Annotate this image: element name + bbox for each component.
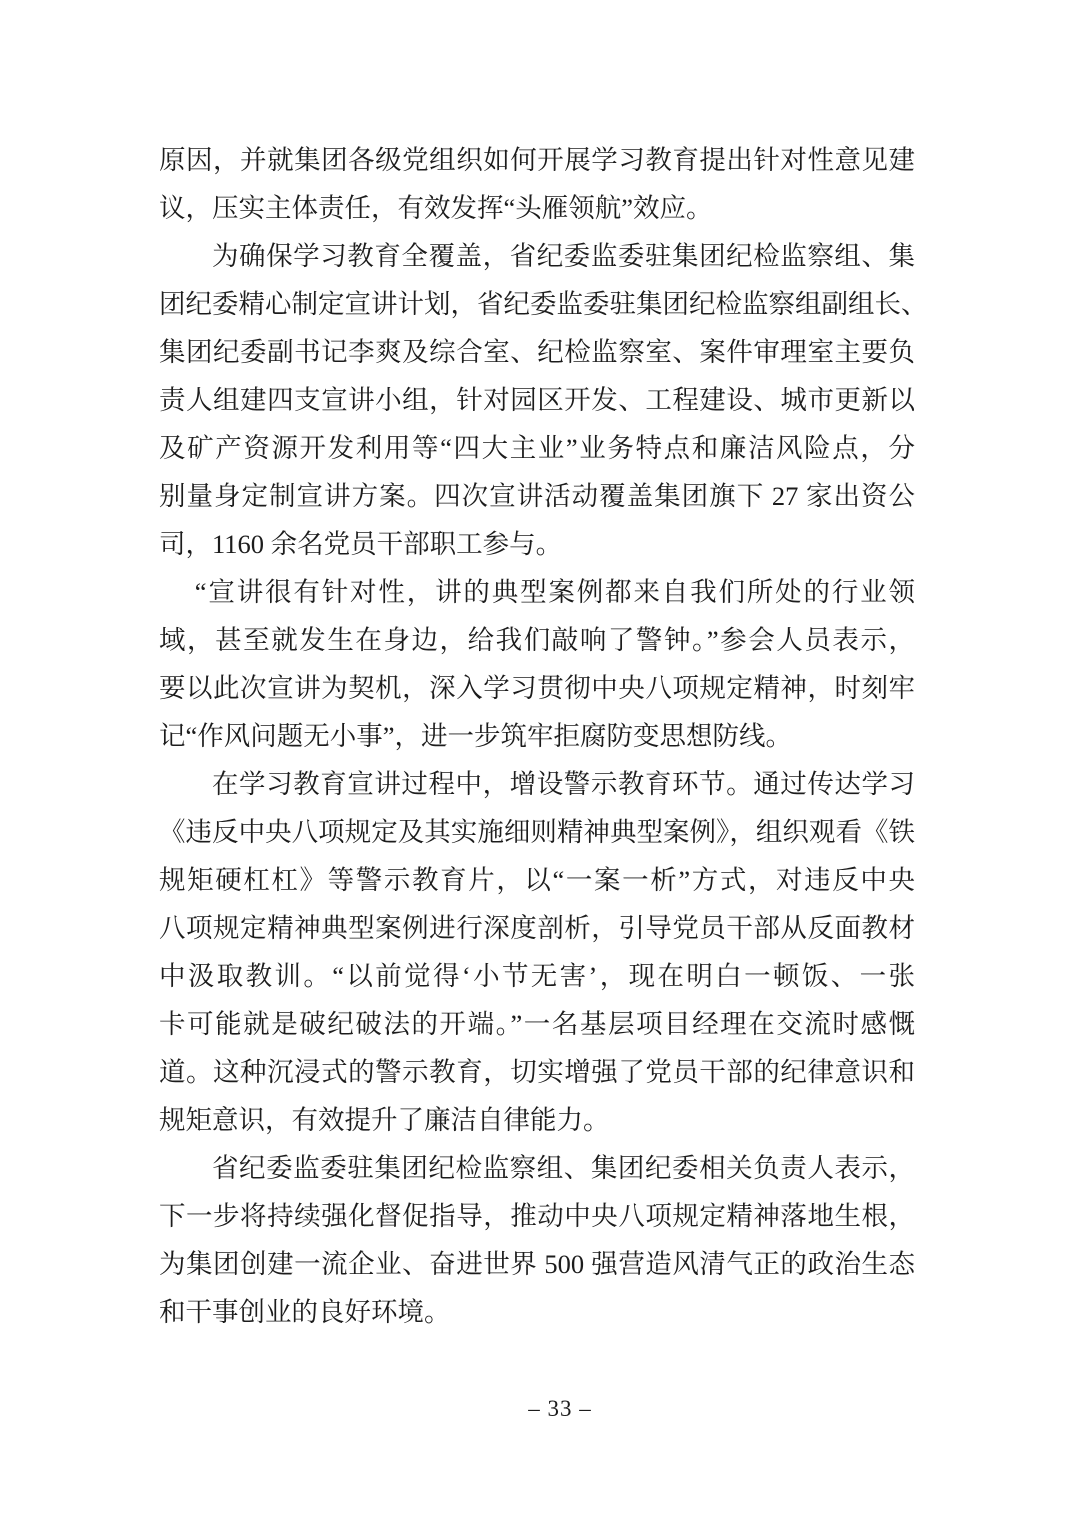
- page-number-label: – 33 –: [528, 1396, 592, 1421]
- text-block: [159, 136, 928, 1336]
- text-line: 别量身定制宣讲方案。四次宣讲活动覆盖集团旗下 27 家出资公: [159, 481, 915, 511]
- text-line: “宣讲很有针对性，讲的典型案例都来自我们所处的行业领: [194, 577, 915, 607]
- text-line: 原因，并就集团各级党组织如何开展学习教育提出针对性意见建: [159, 145, 915, 175]
- text-line: 司，1160 余名党员干部职工参与。: [159, 529, 563, 559]
- text-line: 为确保学习教育全覆盖，省纪委监委驻集团纪检监察组、集: [212, 241, 915, 271]
- text-line: 道。这种沉浸式的警示教育，切实增强了党员干部的纪律意识和: [159, 1057, 915, 1087]
- text-line: 域，甚至就发生在身边，给我们敲响了警钟。”参会人员表示，: [159, 625, 915, 655]
- text-line: 议，压实主体责任，有效发挥“头雁领航”效应。: [159, 193, 713, 223]
- text-line: 及矿产资源开发利用等“四大主业”业务特点和廉洁风险点，分: [159, 433, 915, 463]
- text-line: 记“作风问题无小事”，进一步筑牢拒腐防变思想防线。: [159, 721, 793, 751]
- text-line: 要以此次宣讲为契机，深入学习贯彻中央八项规定精神，时刻牢: [159, 673, 915, 703]
- text-line: 在学习教育宣讲过程中，增设警示教育环节。通过传达学习: [212, 769, 915, 799]
- text-line: 责人组建四支宣讲小组，针对园区开发、工程建设、城市更新以: [159, 385, 915, 415]
- page-number: [0, 1392, 1074, 1426]
- text-line: 为集团创建一流企业、奋进世界 500 强营造风清气正的政治生态: [159, 1249, 915, 1279]
- text-line: 卡可能就是破纪破法的开端。”一名基层项目经理在交流时感慨: [159, 1009, 915, 1039]
- text-line: 和干事创业的良好环境。: [159, 1297, 451, 1327]
- text-line: 八项规定精神典型案例进行深度剖析，引导党员干部从反面教材: [159, 913, 915, 943]
- text-line: 规矩意识，有效提升了廉洁自律能力。: [159, 1105, 610, 1135]
- text-line: 下一步将持续强化督促指导，推动中央八项规定精神落地生根，: [159, 1201, 915, 1231]
- text-line: 省纪委监委驻集团纪检监察组、集团纪委相关负责人表示，: [212, 1153, 915, 1183]
- text-line: 团纪委精心制定宣讲计划，省纪委监委驻集团纪检监察组副组长、: [159, 289, 928, 319]
- text-line: 规矩硬杠杠》等警示教育片，以“一案一析”方式，对违反中央: [159, 865, 915, 895]
- text-line: 集团纪委副书记李爽及综合室、纪检监察室、案件审理室主要负: [159, 337, 915, 367]
- text-line: 中汲取教训。“以前觉得‘小节无害’，现在明白一顿饭、一张: [159, 961, 915, 991]
- text-line: 《违反中央八项规定及其实施细则精神典型案例》，组织观看《铁: [159, 817, 915, 847]
